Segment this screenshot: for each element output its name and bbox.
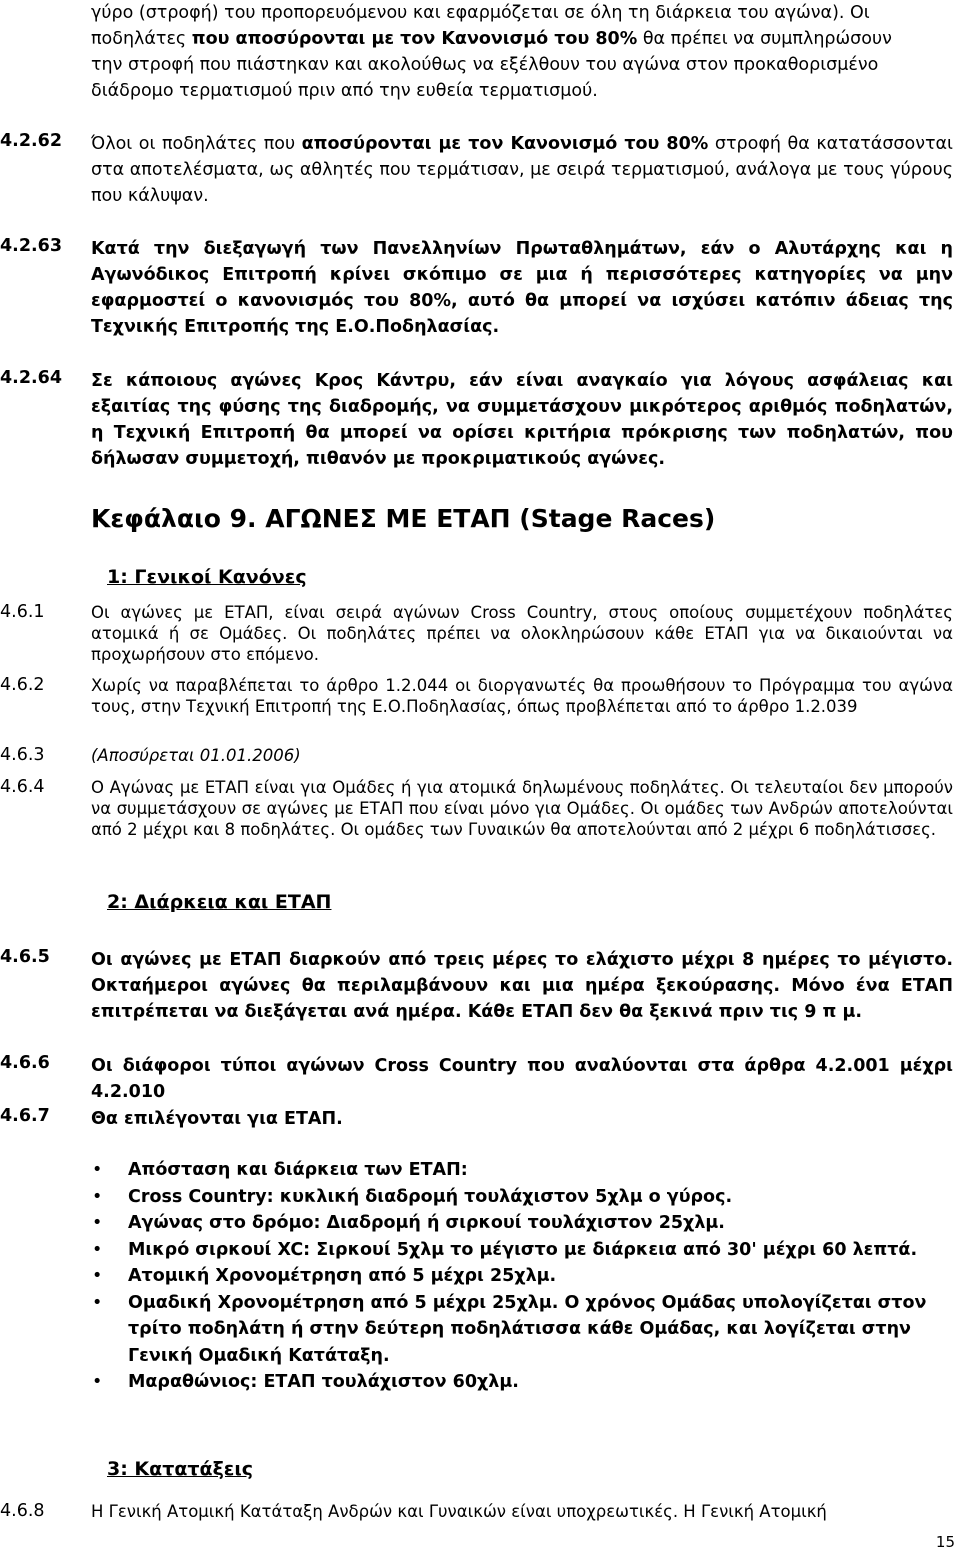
list-item-text: Ατομική Χρονομέτρηση από 5 μέχρι 25χλμ. [128,1266,557,1286]
article-number: 4.6.8 [0,1501,45,1521]
bullet-icon: • [92,1239,103,1260]
article-number: 4.6.5 [0,947,50,967]
article-number: 4.6.6 [0,1053,50,1073]
rule-text [91,131,953,209]
list-item [90,1184,950,1211]
intro-line-3: την στροφή που πιάστηκαν και ακολούθως να εξέλθουν του αγώνα στον προκαθορισμένο [91,55,879,75]
list-item-text: Απόσταση και διάρκεια των ΕΤΑΠ: [128,1160,468,1180]
list-item [90,1157,950,1184]
bullet-icon: • [92,1372,103,1392]
page-number: 15 [935,1533,955,1551]
article-text: Οι αγώνες με ΕΤΑΠ διαρκούν από τρεις μέρες το ελάχιστο μέχρι 8 ημέρες το μέγιστο. Οκταήμεροι αγώνες θα περιλαμβάνουν και μια ημέρα ξεκούρασης. Μόνο ένα ΕΤΑΠ επιτρέπεται να διεξάγεται ανά ημέρα. Κάθε ΕΤΑΠ δεν θα ξεκινά πριν τις 9 π μ. [91,950,953,1022]
list-item-text: Ομαδική Χρονομέτρηση από 5 μέχρι 25χλμ. Ο χρόνος Ομάδας υπολογίζεται στον τρίτο ποδηλάτη ή στην δεύτερη ποδηλάτισσα κάθε Ομάδας, και λογίζεται στην Γενική Ομαδική Κατάταξη. [128,1292,927,1366]
intro-line-1: γύρο (στροφή) του προπορευόμενου και εφαρμόζεται σε όλη τη διάρκεια του αγώνα). Οι [91,3,870,23]
list-item-text: Αγώνας στο δρόμο: Διαδρομή ή σιρκουί τουλάχιστον 25χλμ. [128,1213,725,1233]
bullet-icon: • [92,1266,103,1286]
intro-text: θα πρέπει να συμπληρώσουν [637,29,892,49]
article-text: Χωρίς να παραβλέπεται το άρθρο 1.2.044 οι διοργανωτές θα προωθήσουν το Πρόγραμμα του αγώνα τους, στην Τεχνική Επιτροπή της Ε.Ο.Ποδηλασίας, όπως προβλέπεται από το άρθρο 1.2.039 [91,676,953,716]
article-text: Η Γενική Ατομική Κατάταξη Ανδρών και Γυναικών είναι υποχρεωτικές. Η Γενική Ατομική [91,1502,827,1521]
intro-text: ποδηλάτες [91,29,192,49]
article-number: 4.6.2 [0,675,45,695]
rule-number: 4.2.62 [0,131,63,151]
bullet-icon: • [92,1160,103,1180]
rule-text-bold: αποσύρονται με τον Κανονισμό του 80% [301,134,709,154]
article-text: Οι διάφοροι τύποι αγώνων Cross Country που αναλύονται στα άρθρα 4.2.001 μέχρι 4.2.010 [91,1056,953,1102]
article-number: 4.6.4 [0,777,45,797]
rule-text: Σε κάποιους αγώνες Κρος Κάντρυ, εάν είναι αναγκαίο για λόγους ασφάλειας και εξαιτίας της φύσης της διαδρομής, να συμμετάσχουν μικρότερος αριθμός ποδηλατών, η Τεχνική Επιτροπή θα μπορεί να ορίσει κριτήρια πρόκρισης των ποδηλατών, που δήλωσαν συμμετοχή, πιθανόν με προκριματικούς αγώνες. [91,371,953,469]
article-text: (Αποσύρεται 01.01.2006) [91,746,301,765]
article-number: 4.6.1 [0,602,45,622]
intro-line-2 [91,26,953,52]
section-title-3: 3: Κατατάξεις [107,1458,254,1480]
list-item [90,1210,950,1237]
rule-text-part: Όλοι οι ποδηλάτες που [91,134,302,154]
list-item-text: Μαραθώνιος: ΕΤΑΠ τουλάχιστον 60χλμ. [128,1372,519,1392]
article-number: 4.6.3 [0,745,45,765]
intro-line-4: διάδρομο τερματισμού πριν από την ευθεία τερματισμού. [91,81,598,101]
article-text: Οι αγώνες με ΕΤΑΠ, είναι σειρά αγώνων Cross Country, στους οποίους συμμετέχουν ποδηλάτες ατομικά ή σε Ομάδες. Οι ποδηλάτες πρέπει να ολοκληρώσουν κάθε ΕΤΑΠ για να δικαιούνται να προχωρήσουν στο επόμενο. [91,603,953,664]
list-item-text: Cross Country: κυκλική διαδρομή τουλάχιστον 5χλμ ο γύρος. [128,1186,733,1207]
list-item [90,1237,950,1264]
article-text: Θα επιλέγονται για ΕΤΑΠ. [91,1109,343,1129]
rule-number: 4.2.63 [0,236,63,256]
intro-paragraph [91,0,953,104]
article-number: 4.6.7 [0,1106,50,1126]
list-item [90,1263,950,1290]
list-item [90,1369,950,1396]
list-item [90,1290,950,1370]
rule-text-part: στροφή θα κατατάσσονται στα αποτελέσματα, ως αθλητές που τερμάτισαν, με σειρά τερματισμού, ανάλογα με τους γύρους που κάλυψαν. [91,134,953,206]
bullet-icon: • [92,1186,103,1207]
intro-bold-text: που αποσύρονται με τον Κανονισμό του 80% [191,29,638,49]
article-text: Ο Αγώνας με ΕΤΑΠ είναι για Ομάδες ή για ατομικά δηλωμένους ποδηλάτες. Οι τελευταίοι δεν μπορούν να συμμετάσχουν σε αγώνες με ΕΤΑΠ που είναι μόνο για Ομάδες. Οι ομάδες των Ανδρών αποτελούνται από 2 μέχρι και 8 ποδηλάτες. Οι ομάδες των Γυναικών θα αποτελούνται από 2 μέχρι 6 ποδηλάτισσες. [91,778,953,839]
section-title-1: 1: Γενικοί Κανόνες [107,566,307,588]
bullet-icon: • [92,1292,103,1313]
rule-number: 4.2.64 [0,368,63,388]
section-title-2: 2: Διάρκεια και ΕΤΑΠ [107,891,332,913]
stage-types-list [90,1157,950,1396]
rule-text: Κατά την διεξαγωγή των Πανελληνίων Πρωταθλημάτων, εάν ο Αλυτάρχης και η Αγωνόδικος Επιτροπή κρίνει σκόπιμο σε μια ή περισσότερες κατηγορίες να μην εφαρμοστεί ο κανονισμός του 80%, αυτό θα μπορεί να ισχύσει κατόπιν άδειας της Τεχνικής Επιτροπής της Ε.Ο.Ποδηλασίας. [91,239,953,337]
bullet-icon: • [92,1213,103,1233]
chapter-title: Κεφάλαιο 9. ΑΓΩΝΕΣ ΜΕ ΕΤΑΠ (Stage Races) [91,504,716,533]
list-item-text: Μικρό σιρκουί XC: Σιρκουί 5χλμ το μέγιστο με διάρκεια από 30' μέχρι 60 λεπτά. [128,1239,918,1260]
